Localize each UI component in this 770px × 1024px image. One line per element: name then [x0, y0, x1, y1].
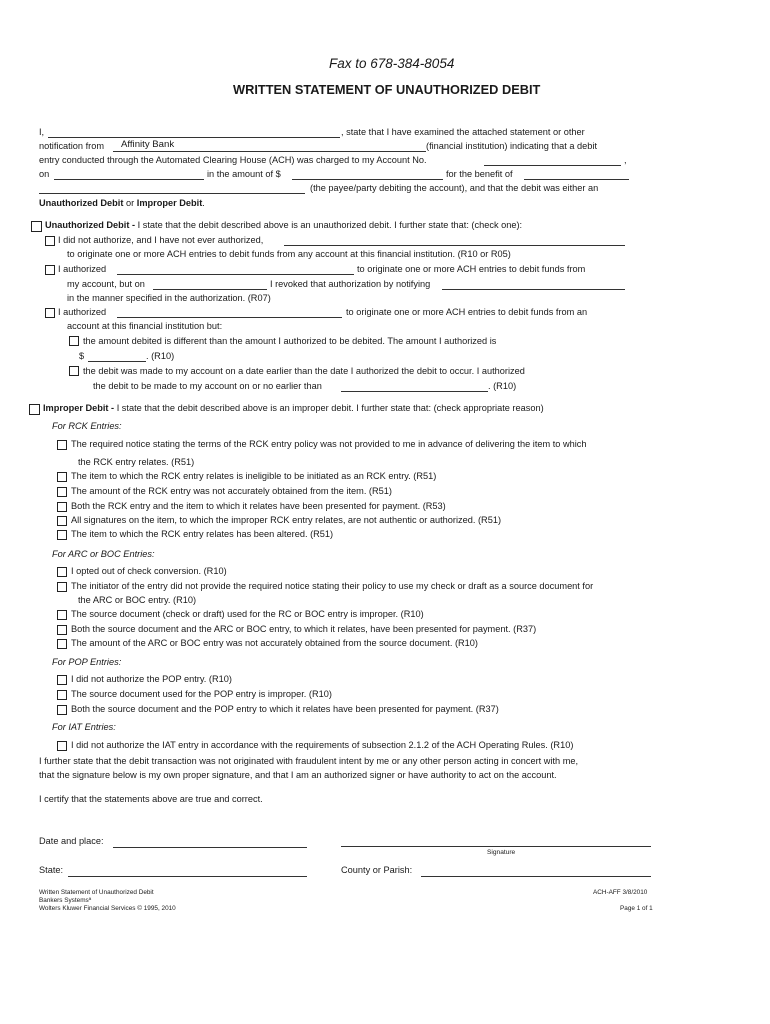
intro-line-1-end: , state that I have examined the attached statement or other	[341, 127, 585, 138]
arc-improper-source-text: The source document (check or draft) used for the RC or BOC entry is improper. (R10)	[71, 609, 424, 620]
fax-number: Fax to 678-384-8054	[329, 56, 455, 71]
arc-improper-source-checkbox[interactable]	[57, 610, 67, 620]
intro-line-4-on: on	[39, 169, 50, 180]
rck-both-presented-checkbox[interactable]	[57, 502, 67, 512]
earlier-date-code: . (R10)	[488, 381, 517, 392]
rck-altered-checkbox[interactable]	[57, 530, 67, 540]
rck-altered-text: The item to which the RCK entry relates has been altered. (R51)	[71, 529, 334, 540]
intro-line-2-start: notification from	[39, 141, 105, 152]
form-title: WRITTEN STATEMENT OF UNAUTHORIZED DEBIT	[233, 82, 541, 97]
rck-ineligible-checkbox[interactable]	[57, 472, 67, 482]
rck-signatures-checkbox[interactable]	[57, 516, 67, 526]
arc-notice-checkbox[interactable]	[57, 582, 67, 592]
rck-amount-text: The amount of the RCK entry was not accurately obtained from the item. (R51)	[71, 486, 392, 497]
footer-copyright: Wolters Kluwer Financial Services © 1995, 2010	[39, 905, 176, 912]
county-parish-field[interactable]	[421, 876, 651, 877]
authorized-but-text-1a: I authorized	[58, 307, 107, 318]
authorized-amount-field[interactable]	[88, 361, 146, 362]
state-label: State:	[39, 865, 64, 876]
improper-section-heading: Improper Debit - I state that the debit described above is an improper debit. I further state that: (check appropriate reason)	[43, 403, 544, 414]
arc-boc-heading: For ARC or BOC Entries:	[52, 549, 155, 560]
different-amount-text: the amount debited is different than the amount I authorized to be debited. The amount I authorized is	[83, 336, 497, 347]
account-number-field[interactable]	[484, 165, 621, 166]
earliest-date-field[interactable]	[341, 391, 488, 392]
never-authorized-originator-field[interactable]	[284, 245, 625, 246]
unauthorized-debit-term: Unauthorized Debit	[39, 198, 124, 209]
iat-not-authorized-text: I did not authorize the IAT entry in accordance with the requirements of subsection 2.1.2 of the ACH Operating Rules. (R10)	[71, 740, 574, 751]
never-authorized-text-2: to originate one or more ACH entries to debit funds from any account at this financial institution. (R10 or R05)	[67, 249, 511, 260]
intro-line-3: entry conducted through the Automated Clearing House (ACH) was charged to my Account No.	[39, 155, 427, 166]
authorized-amount-code: . (R10)	[146, 351, 175, 362]
debit-date-field[interactable]	[54, 179, 204, 180]
state-field[interactable]	[68, 876, 307, 877]
intro-line-1-start: I,	[39, 127, 45, 138]
pop-both-presented-text: Both the source document and the POP entry to which it relates have been presented for payment. (R37)	[71, 704, 499, 715]
footer-form-code: ACH-AFF 3/8/2010	[593, 889, 648, 896]
intro-line-4-amount: in the amount of $	[207, 169, 281, 180]
intro-line-3-comma: ,	[624, 155, 627, 166]
name-field[interactable]	[48, 137, 340, 138]
pop-not-authorized-text: I did not authorize the POP entry. (R10)	[71, 674, 232, 685]
pop-not-authorized-checkbox[interactable]	[57, 675, 67, 685]
footer-page-number: Page 1 of 1	[620, 905, 653, 912]
never-authorized-checkbox[interactable]	[45, 236, 55, 246]
arc-notice-text: The initiator of the entry did not provide the required notice stating their policy to use my check or draft as a source document for	[71, 581, 594, 592]
closing-statement-line-1: I further state that the debit transaction was not originated with fraudulent intent by me or any other person acting in concert with me,	[39, 756, 579, 767]
pop-improper-source-checkbox[interactable]	[57, 690, 67, 700]
intro-line-4-benefit: for the benefit of	[446, 169, 513, 180]
earlier-date-text: the debit was made to my account on a date earlier than the date I authorized the debit to occur. I authorized	[83, 366, 525, 377]
rck-ineligible-text: The item to which the RCK entry relates is ineligible to be initiated as an RCK entry. (R51)	[71, 471, 437, 482]
arc-both-presented-checkbox[interactable]	[57, 625, 67, 635]
revoked-notified-field[interactable]	[442, 289, 625, 290]
revoked-authorization-checkbox[interactable]	[45, 265, 55, 275]
arc-amount-checkbox[interactable]	[57, 639, 67, 649]
never-authorized-text: I did not authorize, and I have not ever authorized,	[58, 235, 264, 246]
revoked-date-field[interactable]	[153, 289, 267, 290]
revoked-text-1a: I authorized	[58, 264, 107, 275]
earlier-date-text-2: the debit to be made to my account on or no earlier than	[93, 381, 322, 392]
bank-field[interactable]	[113, 151, 426, 152]
revoked-text-2b: I revoked that authorization by notifying	[270, 279, 431, 290]
signature-label: Signature	[487, 849, 516, 856]
iat-heading: For IAT Entries:	[52, 722, 116, 733]
arc-opted-out-checkbox[interactable]	[57, 567, 67, 577]
rck-heading: For RCK Entries:	[52, 421, 122, 432]
improper-debit-term: Improper Debit	[136, 198, 203, 209]
earlier-date-checkbox[interactable]	[69, 366, 79, 376]
different-amount-checkbox[interactable]	[69, 336, 79, 346]
signature-field[interactable]	[341, 846, 651, 847]
certify-statement: I certify that the statements above are true and correct.	[39, 794, 263, 805]
rck-signatures-text: All signatures on the item, to which the improper RCK entry relates, are not authentic or authorized. (R51)	[71, 515, 502, 526]
benefit-of-field[interactable]	[524, 179, 629, 180]
arc-amount-text: The amount of the ARC or BOC entry was not accurately obtained from the source document. (R10)	[71, 638, 478, 649]
county-parish-label: County or Parish:	[341, 865, 413, 876]
authorized-but-text-1b: to originate one or more ACH entries to debit funds from an	[346, 307, 588, 318]
arc-notice-text-2: the ARC or BOC entry. (R10)	[78, 595, 197, 606]
iat-not-authorized-checkbox[interactable]	[57, 741, 67, 751]
revoked-text-2a: my account, but on	[67, 279, 145, 290]
unauthorized-section-heading: Unauthorized Debit - I state that the debit described above is an unauthorized debit. I further state that: (check one):	[45, 220, 523, 231]
pop-heading: For POP Entries:	[52, 657, 122, 668]
rck-notice-checkbox[interactable]	[57, 440, 67, 450]
revoked-text-3: in the manner specified in the authorization. (R07)	[67, 293, 271, 304]
revoked-originator-field[interactable]	[117, 274, 354, 275]
date-place-field[interactable]	[113, 847, 307, 848]
rck-amount-checkbox[interactable]	[57, 487, 67, 497]
authorized-originator-field[interactable]	[117, 317, 342, 318]
pop-improper-source-text: The source document used for the POP entry is improper. (R10)	[71, 689, 332, 700]
intro-line-5: (the payee/party debiting the account), and that the debit was either an	[310, 183, 599, 194]
arc-opted-out-text: I opted out of check conversion. (R10)	[71, 566, 227, 577]
arc-both-presented-text: Both the source document and the ARC or BOC entry, to which it relates, have been presented for payment. (R37)	[71, 624, 537, 635]
rck-both-presented-text: Both the RCK entry and the item to which it relates have been presented for payment. (R53)	[71, 501, 446, 512]
intro-line-2-end: (financial institution) indicating that a debit	[426, 141, 597, 152]
closing-statement-line-2: that the signature below is my own proper signature, and that I am an authorized signer or have authority to act on the account.	[39, 770, 557, 781]
revoked-text-1b: to originate one or more ACH entries to debit funds from	[357, 264, 586, 275]
rck-notice-text-2: the RCK entry relates. (R51)	[78, 457, 195, 468]
authorized-but-checkbox[interactable]	[45, 308, 55, 318]
pop-both-presented-checkbox[interactable]	[57, 705, 67, 715]
footer-publisher: Bankers Systemsª	[39, 897, 92, 904]
footer-form-name: Written Statement of Unauthorized Debit	[39, 889, 154, 896]
rck-notice-text: The required notice stating the terms of the RCK entry policy was not provided to me in advance of delivering the item to which	[71, 439, 587, 450]
improper-debit-checkbox[interactable]	[29, 404, 40, 415]
amount-field[interactable]	[292, 179, 443, 180]
date-place-label: Date and place:	[39, 836, 104, 847]
payee-field[interactable]	[39, 193, 305, 194]
intro-line-6: Unauthorized Debit or Improper Debit.	[39, 198, 205, 209]
unauthorized-debit-checkbox[interactable]	[31, 221, 42, 232]
authorized-amount-dollar: $	[79, 351, 85, 362]
authorized-but-text-2: account at this financial institution but:	[67, 321, 223, 332]
bank-value: Affinity Bank	[121, 139, 175, 150]
